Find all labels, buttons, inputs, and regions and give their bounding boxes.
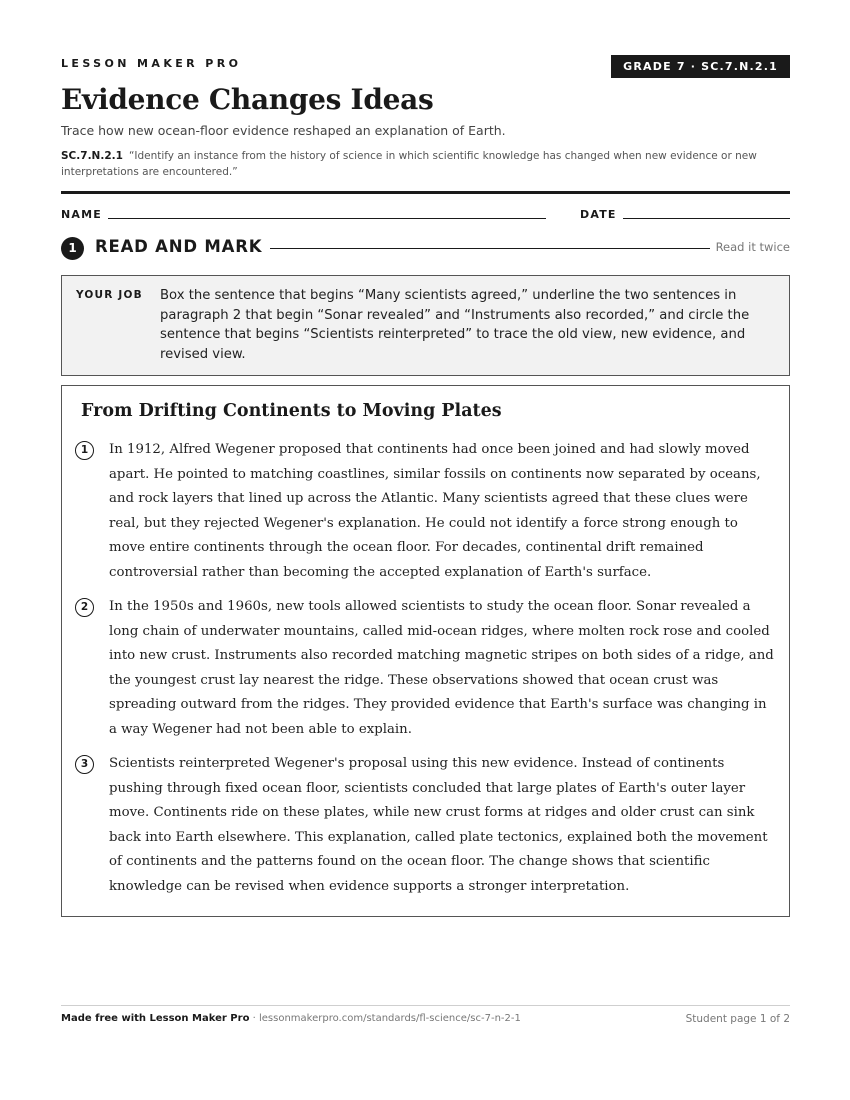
name-field[interactable]	[108, 218, 546, 219]
section-title: READ AND MARK	[95, 237, 263, 256]
brand-wordmark: LESSON MAKER PRO	[61, 57, 242, 70]
paragraph-text: In the 1950s and 1960s, new tools allowed scientists to study the ocean floor. Sonar revealed a long chain of underwater mountains, called mid-ocean ridges, where molten rock rose and cooled into new crust. Instruments also recorded matching magnetic stripes on both sides of a ridge, and the youngest crust lay nearest the ridge. These observations showed that ocean crust was spreading outward from the ridges. They provided evidence that Earth's surface was changing in a way Wegener had not been able to explain.	[109, 599, 774, 737]
footer-separator: ·	[249, 1013, 259, 1024]
paragraph-text: In 1912, Alfred Wegener proposed that continents had once been joined and had slowly moved apart. He pointed to matching coastlines, similar fossils on continents now separated by oceans, and rock layers that lined up across the Atlantic. Many scientists agreed that these clues were real, but they rejected Wegener's explanation. He could not identify a force strong enough to move entire continents through the ocean floor. For decades, continental drift remained controversial rather than becoming the accepted explanation of Earth's surface.	[109, 442, 761, 580]
page-number: Student page 1 of 2	[685, 1013, 790, 1025]
footer-credit	[61, 1013, 521, 1024]
date-field[interactable]	[623, 218, 790, 219]
paragraph-number-badge: 2	[75, 598, 94, 617]
standard-text: “Identify an instance from the history of science in which scientific knowledge has changed when new evidence or new interpretations are encountered.”	[61, 150, 757, 178]
section-header	[61, 236, 790, 260]
name-label: NAME	[61, 208, 102, 221]
passage-title: From Drifting Continents to Moving Plates	[81, 401, 502, 421]
paragraph-number-badge: 3	[75, 755, 94, 774]
section-number-badge: 1	[61, 237, 84, 260]
header-divider	[61, 191, 790, 194]
paragraph-number-badge: 1	[75, 441, 94, 460]
footer-divider	[61, 1005, 790, 1006]
page-title: Evidence Changes Ideas	[61, 83, 434, 116]
reading-passage	[61, 385, 790, 917]
section-note: Read it twice	[715, 240, 790, 254]
instructions-box	[61, 275, 790, 376]
footer-brand: Made free with Lesson Maker Pro	[61, 1013, 250, 1024]
grade-badge: GRADE 7 · SC.7.N.2.1	[611, 55, 790, 78]
paragraph-text: Scientists reinterpreted Wegener's proposal using this new evidence. Instead of continents pushing through fixed ocean floor, scientists concluded that large plates of Earth's outer layer move. Continents ride on these plates, while new crust forms at ridges and older crust can sink back into Earth elsewhere. This explanation, called plate tectonics, explained both the movement of continents and the patterns found on the ocean floor. The change shows that scientific knowledge can be revised when evidence supports a stronger interpretation.	[109, 756, 768, 894]
instructions-label: YOUR JOB	[76, 289, 143, 301]
section-divider	[270, 248, 710, 249]
instructions-text: Box the sentence that begins “Many scientists agreed,” underline the two sentences in paragraph 2 that begin “Sonar revealed” and “Instruments also recorded,” and circle the sentence that begins “Scientists reinterpreted” to trace the old view, new evidence, and revised view.	[160, 288, 750, 362]
standard-statement	[61, 148, 790, 180]
date-label: DATE	[580, 208, 617, 221]
standard-code: SC.7.N.2.1	[61, 150, 123, 162]
footer-url[interactable]: lessonmakerpro.com/standards/fl-science/sc-7-n-2-1	[258, 1013, 521, 1024]
name-date-row	[61, 207, 790, 223]
page-subtitle: Trace how new ocean-floor evidence reshaped an explanation of Earth.	[61, 123, 506, 138]
